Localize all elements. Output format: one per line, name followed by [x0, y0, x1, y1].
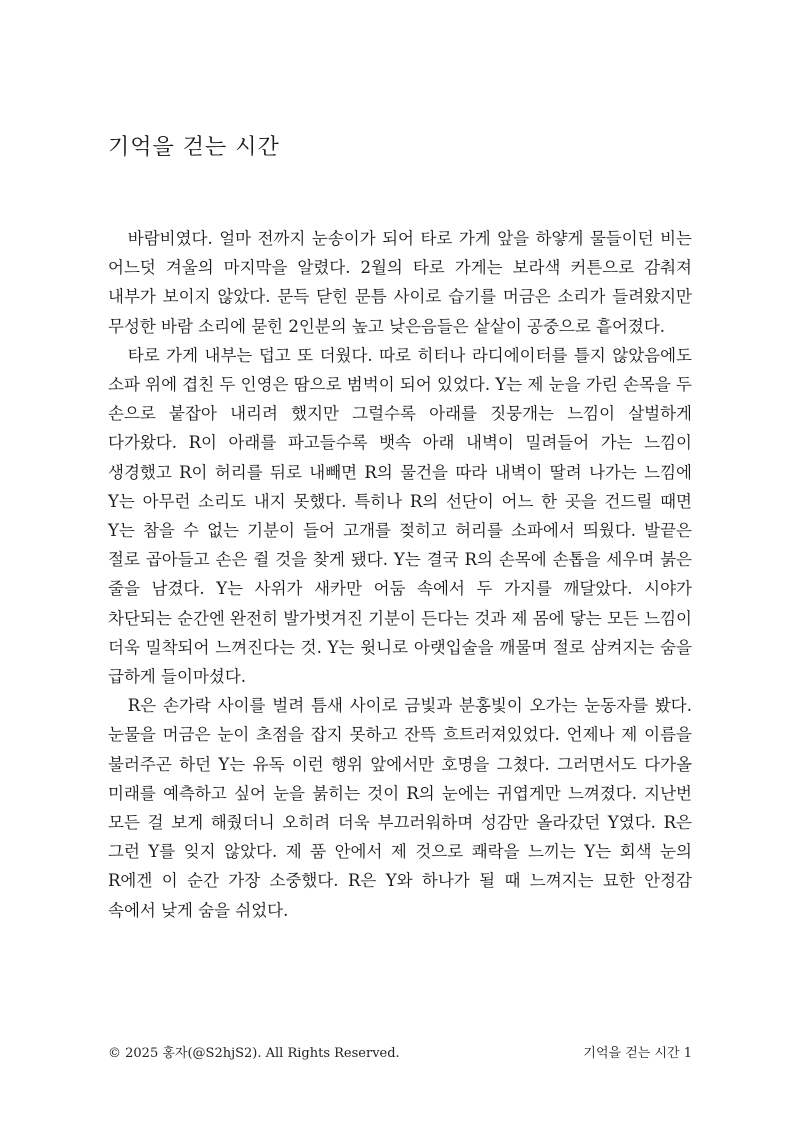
paragraph: R은 손가락 사이를 벌려 틈새 사이로 금빛과 분홍빛이 오가는 눈동자를 봤다. 눈물을 머금은 눈이 초점을 잡지 못하고 잔뜩 흐트러져있었다. 언제나 제 이름을 불러주곤 하던 Y는 유독 이런 행위 앞에서만 호명을 그쳤다. 그러면서도 다가올 미래를 예측하고 싶어 눈을 붉히는 것이 R의 눈에는 귀엽게만 느껴졌다. 지난번 모든 걸 보게 해줬더니 오히려 더욱 부끄러워하며 성감만 올라갔던 Y였다. R은 그런 Y를 잊지 않았다. 제 품 안에서 제 것으로 쾌락을 느끼는 Y는 회색 눈의 R에겐 이 순간 가장 소중했다. R은 Y와 하나가 될 때 느껴지는 묘한 안정감 속에서 낮게 숨을 쉬었다.: [108, 696, 692, 920]
page-footer: [108, 1042, 692, 1061]
paragraph: 바람비였다. 얼마 전까지 눈송이가 되어 타로 가게 앞을 하얗게 물들이던 비는 어느덧 겨울의 마지막을 알렸다. 2월의 타로 가게는 보라색 커튼으로 감춰져 내부가 보이지 않았다. 문득 닫힌 문틈 사이로 습기를 머금은 소리가 들려왔지만 무성한 바람 소리에 묻힌 2인분의 높고 낮은음들은 샅샅이 공중으로 흩어졌다.: [108, 229, 692, 336]
page-label: 기억을 걷는 시간 1: [583, 1046, 692, 1061]
paragraph: 타로 가게 내부는 덥고 또 더웠다. 따로 히터나 라디에이터를 틀지 않았음에도 소파 위에 겹친 두 인영은 땀으로 범벅이 되어 있었다. Y는 제 눈을 가린 손목을 두 손으로 붙잡아 내리려 했지만 그럴수록 아래를 짓뭉개는 느낌이 살벌하게 다가왔다. R이 아래를 파고들수록 뱃속 아래 내벽이 밀려들어 가는 느낌이 생경했고 R이 허리를 뒤로 내빼면 R의 물건을 따라 내벽이 딸려 나가는 느낌에 Y는 아무런 소리도 내지 못했다. 특히나 R의 선단이 어느 한 곳을 건드릴 때면 Y는 참을 수 없는 기분이 들어 고개를 젖히고 허리를 소파에서 띄웠다. 발끝은 절로 곱아들고 손은 쥘 것을 찾게 됐다. Y는 결국 R의 손목에 손톱을 세우며 붉은 줄을 남겼다. Y는 사위가 새카만 어둠 속에서 두 가지를 깨달았다. 시야가 차단되는 순간엔 완전히 발가벗겨진 기분이 든다는 것과 제 몸에 닿는 모든 느낌이 더욱 밀착되어 느껴진다는 것. Y는 윗니로 아랫입술을 깨물며 절로 삼켜지는 숨을 급하게 들이마셨다.: [108, 345, 692, 687]
document-body: [108, 224, 692, 925]
copyright-notice: © 2025 홍자(@S2hjS2). All Rights Reserved.: [108, 1046, 400, 1061]
document-title: 기억을 걷는 시간: [108, 135, 280, 160]
